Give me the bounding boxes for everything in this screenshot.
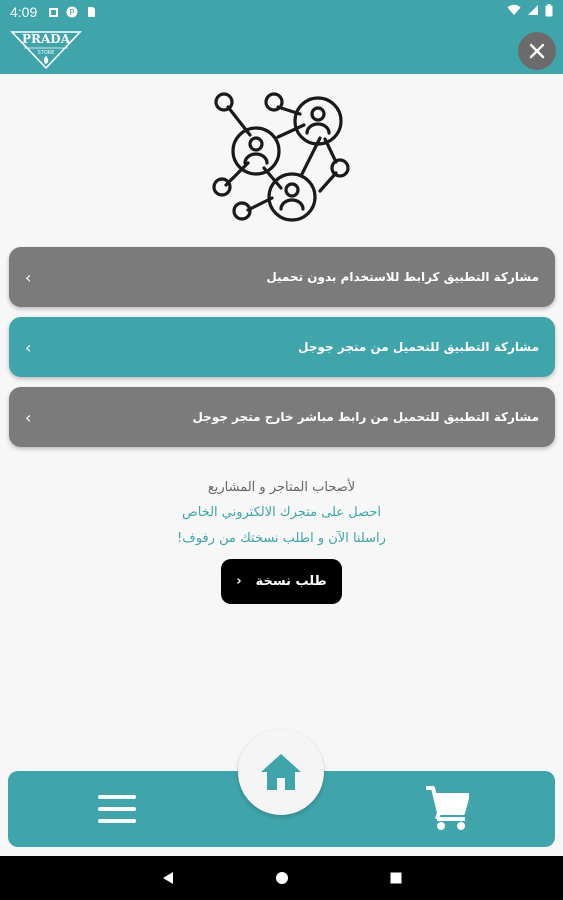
chevron-left-icon: ‹ (236, 574, 242, 589)
brand-logo (10, 28, 82, 68)
svg-text:P: P (69, 8, 75, 17)
recents-icon[interactable] (389, 871, 403, 885)
wifi-icon (507, 4, 521, 20)
logo-text: PRADA (21, 32, 71, 46)
merchant-title: لأصحاب المتاجر و المشاريع (207, 480, 356, 495)
chevron-left-icon: ‹ (25, 267, 32, 287)
signal-icon (527, 4, 539, 20)
request-copy-label: طلب نسخة (255, 574, 327, 589)
menu-button[interactable] (98, 793, 136, 825)
request-copy-button[interactable] (221, 559, 342, 604)
status-time: 4:09 (10, 4, 38, 20)
share-network-illustration (0, 90, 563, 226)
merchant-promo (0, 476, 563, 552)
shopping-cart-icon (425, 785, 469, 831)
close-icon (529, 43, 545, 59)
hamburger-menu-icon (98, 793, 136, 825)
close-button[interactable] (518, 32, 556, 70)
home-button[interactable] (238, 729, 324, 815)
chevron-left-icon: ‹ (25, 337, 32, 357)
merchant-line-1: احصل على متجرك الالكتروني الخاص (182, 505, 381, 520)
share-google-play-button[interactable] (9, 317, 555, 377)
merchant-line-2: راسلنا الآن و اطلب نسختك من رفوف! (177, 531, 386, 546)
system-navigation-bar (0, 856, 563, 900)
share-direct-link-button[interactable] (9, 387, 555, 447)
sim-icon (85, 6, 97, 18)
status-bar (0, 0, 563, 24)
app-header (0, 24, 563, 74)
home-circle-icon[interactable] (275, 871, 289, 885)
chevron-left-icon: ‹ (25, 407, 32, 427)
share-option-label: مشاركة التطبيق للتحميل من متجر جوجل (298, 340, 539, 354)
back-icon[interactable] (161, 871, 175, 885)
home-icon (259, 752, 303, 792)
share-as-link-button[interactable] (9, 247, 555, 307)
network-people-icon (212, 90, 352, 226)
notification-icon (47, 6, 59, 18)
share-option-label: مشاركة التطبيق للتحميل من رابط مباشر خارج متجر جوجل (192, 410, 539, 424)
battery-icon (545, 4, 553, 21)
logo-subtext: STORE (37, 50, 55, 56)
share-option-label: مشاركة التطبيق كرابط للاستخدام بدون تحميل (266, 270, 539, 284)
cart-button[interactable] (425, 785, 469, 831)
app-notification-icon (66, 6, 78, 18)
